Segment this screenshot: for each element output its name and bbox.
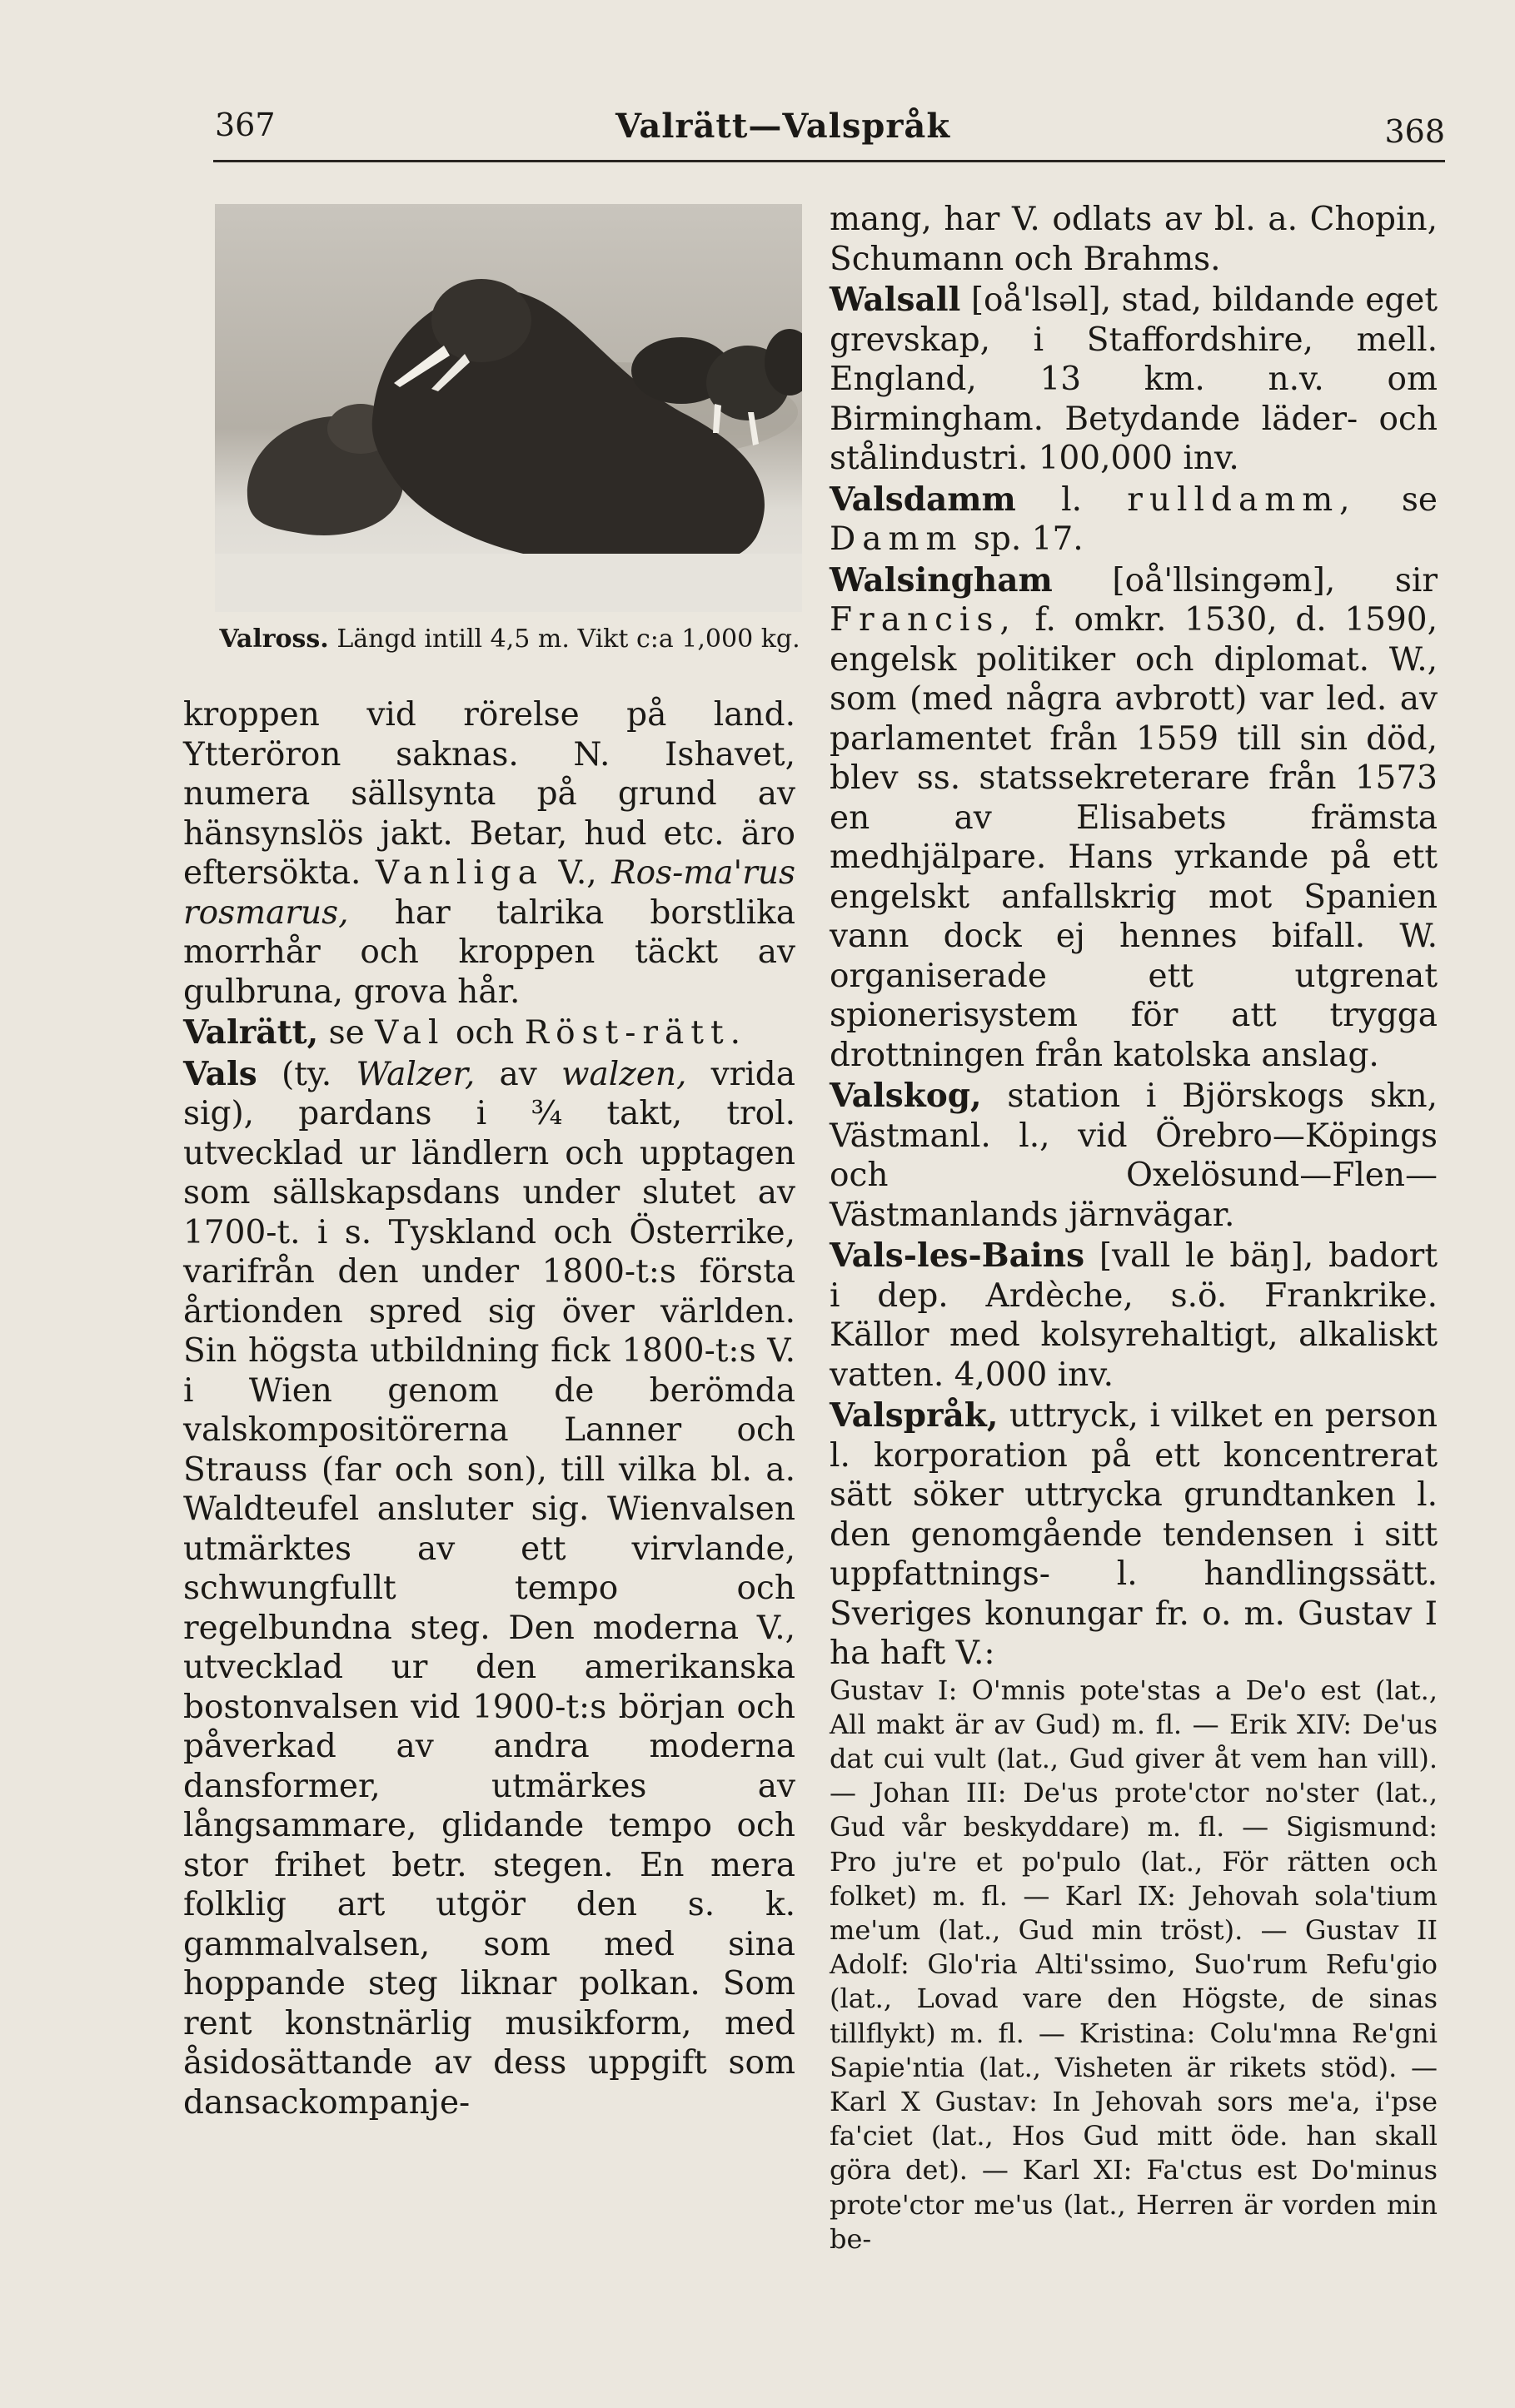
walsingham-entry (830, 561, 1438, 1076)
valratt-entry (183, 1013, 795, 1053)
latin-name: Ros-ma'rus rosmarus, (183, 854, 795, 932)
headword: Walsingham (830, 560, 1053, 600)
left-column (183, 695, 795, 2122)
spaced-term: rulldamm, (1127, 480, 1357, 519)
entry-text: vrida sig), pardans i ¾ takt, trol. utvecklad ur ländlern och upptagen som sällskapsdans under slutet av 1700-t. i s. Tyskland och Österrike, varifrån den under 1800-t:s första årtionden spred sig över världen. Sin högsta utbildning fick 1800-t:s V. i Wien genom de berömda valskompositörerna Lanner och Strauss (far och son), till vilka bl. a. Waldteufel ansluter sig. Wienvalsen utmärktes av ett virvlande, schwungfullt tempo och regelbundna steg. Den moderna V., utvecklad ur den amerikanska bostonvalsen vid 1900-t:s början och påverkad av andra moderna dansformer, utmärkes av långsammare, glidande tempo och stor frihet betr. stegen. En mera folklig art utgör den s. k. gammalvalsen, som med sina hoppande steg liknar polkan. Som rent konstnärlig musikform, med åsidosättande av dess uppgift som dansackompanje- (183, 1055, 796, 2122)
right-column (830, 200, 1438, 2256)
headword: Valrätt, (183, 1013, 319, 1052)
vals-entry (183, 1055, 795, 2123)
walsall-entry (830, 281, 1438, 479)
headword: Valsdamm (830, 480, 1016, 519)
header-rule (213, 160, 1445, 162)
headword: Vals (183, 1054, 257, 1093)
spaced-term: Francis, (830, 601, 1017, 639)
entry-text: V., (558, 854, 597, 892)
entry-text: l. (1061, 480, 1082, 519)
figure-caption (210, 623, 810, 656)
entry-text: och (455, 1014, 515, 1052)
headword: Walsall (830, 281, 961, 319)
cross-reference: Röst-rätt. (524, 1014, 748, 1052)
entry-text: sp. 17. (973, 520, 1084, 558)
valross-entry-continuation (183, 695, 795, 1012)
cross-reference: Val (375, 1014, 446, 1052)
entry-text: kroppen vid rörelse på land. Ytteröron saknas. N. Ishavet, numera sällsynta på grund av hänsynslös jakt. Betar, hud etc. äro eftersökta. (183, 696, 795, 892)
right-page-number: 368 (1384, 113, 1445, 150)
cross-reference: Damm (830, 520, 964, 558)
headword: Valspråk, (830, 1396, 999, 1435)
entry-text: [oå'lsəl], stad, bildande eget grevskap, i Staffordshire, mell. England, 13 km. n.v. om Birmingham. Betydande läder- och stålindustri. 100,000 inv. (830, 281, 1438, 477)
entry-text: se (328, 1014, 365, 1052)
caption-text: Längd intill 4,5 m. Vikt c:a 1,000 kg. (336, 624, 800, 654)
vals-les-bains-entry (830, 1236, 1438, 1395)
entry-text: har talrika borstlika morrhår och kroppen täckt av gulbruna, grova hår. (183, 893, 796, 1011)
entry-text: se (1401, 480, 1438, 519)
italic-term: Walzer, (356, 1055, 476, 1093)
entry-text: f. omkr. 1530, d. 1590, engelsk politiker och diplomat. W., som (med några avbrott) var led. av parlamentet från 1559 till sin död, blev ss. statssekreterare från 1573 en av Elisabets främsta medhjälpare. Hans yrkande på ett engelskt anfallskrig mot Spanien vann dock ej hennes bifall. W. organiserade ett utgrenat spionerisystem för att trygga drottningen från katolska anslag. (830, 601, 1438, 1074)
walrus-illustration (215, 204, 802, 612)
headword: Valskog, (830, 1077, 982, 1115)
running-title: Valrätt—Valspråk (615, 107, 951, 146)
valskog-entry (830, 1077, 1438, 1235)
caption-title: Valross. (219, 624, 329, 654)
valsprak-entry (830, 1396, 1438, 1674)
entry-text: [oå'llsingəm], sir (1112, 561, 1438, 600)
walrus-photo (215, 204, 802, 612)
entry-text: av (499, 1055, 537, 1093)
vals-entry-continuation: mang, har V. odlats av bl. a. Chopin, Schumann och Brahms. (830, 201, 1438, 278)
italic-term: walzen, (561, 1055, 687, 1093)
entry-text: [vall le bäŋ], badort i dep. Ardèche, s.ö. Frankrike. Källor med kolsyrehaltigt, alkaliskt vatten. 4,000 inv. (830, 1237, 1438, 1394)
entry-text: station i Björskogs skn, Västmanl. l., vid Örebro—Köpings och Oxelösund—Flen—Västmanlands järnvägar. (830, 1077, 1438, 1234)
spaced-term: Vanliga (375, 854, 545, 892)
entry-text: uttryck, i vilket en person l. korporation på ett koncentrerat sätt söker uttrycka grundtanken l. den genomgående tendensen i sitt uppfattnings- l. handlingssätt. Sveriges konungar fr. o. m. Gustav I ha haft V.: (830, 1397, 1438, 1672)
motto-list: Gustav I: O'mnis pote'stas a De'o est (lat., All makt är av Gud) m. fl. — Erik XIV: De'us dat cui vult (lat., Gud giver åt vem han vill). — Johan III: De'us prote'ctor no'ster (lat., Gud vår beskyddare) m. fl. — Sigismund: Pro ju're et po'pulo (lat., För rätten och folket) m. fl. — Karl IX: Jehovah sola'tium me'um (lat., Gud min tröst). — Gustav II Adolf: Glo'ria Alti'ssimo, Suo'rum Refu'gio (lat., Lovad vare den Högste, de sinas tillflykt) m. fl. — Kristina: Colu'mna Re'gni Sapie'ntia (lat., Visheten är rikets stöd). — Karl X Gustav: In Jehovah sors me'a, i'pse fa'ciet (lat., Hos Gud mitt öde. han skall göra det). — Karl XI: Fa'ctus est Do'minus prote'ctor me'us (lat., Herren är vorden min be- (830, 1674, 1438, 2255)
left-page-number: 367 (215, 107, 276, 143)
entry-text: (ty. (282, 1055, 332, 1093)
valsdamm-entry (830, 480, 1438, 560)
headword: Vals-les-Bains (830, 1236, 1085, 1275)
